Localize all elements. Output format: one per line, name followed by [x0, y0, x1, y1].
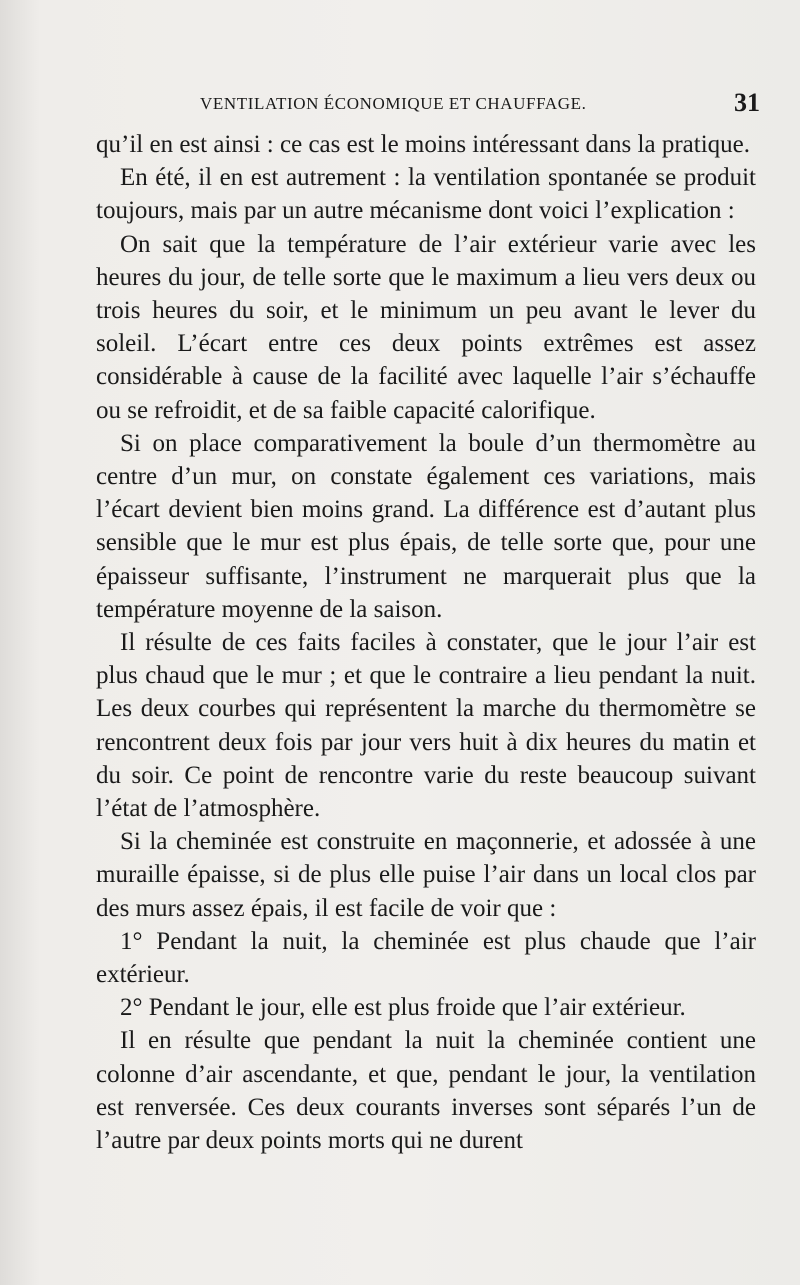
- page-header: [200, 88, 760, 118]
- paragraph: En été, il en est autrement : la ventilation spontanée se produit toujours, mais par un autre mécanisme dont voici l’explication :: [96, 164, 756, 225]
- paragraph: Il résulte de ces faits faciles à constater, que le jour l’air est plus chaud que le mur ; et que le contraire a lieu pendant la nuit. Les deux courbes qui représentent la marche du thermomètre se rencontrent deux fois par jour vers huit à dix heures du matin et du soir. Ce point de rencontre varie du reste beaucoup suivant l’état de l’atmosphère.: [96, 629, 756, 823]
- body-text: [96, 128, 756, 1157]
- paragraph: Si on place comparativement la boule d’un thermomètre au centre d’un mur, on constate également ces variations, mais l’écart devient bien moins grand. La différence est d’autant plus sensible que le mur est plus épais, de telle sorte que, pour une épaisseur suffisante, l’instrument ne marquerait plus que la température moyenne de la saison.: [96, 429, 756, 623]
- page-number: 31: [734, 88, 760, 117]
- running-title: VENTILATION ÉCONOMIQUE ET CHAUFFAGE.: [200, 94, 587, 113]
- paragraph: 1° Pendant la nuit, la cheminée est plus chaude que l’air extérieur.: [96, 927, 756, 989]
- paragraph: Si la cheminée est construite en maçonnerie, et adossée à une muraille épaisse, si de plus elle puise l’air dans un local clos par des murs assez épais, il est facile de voir que :: [96, 828, 756, 922]
- paragraph: Il en résulte que pendant la nuit la cheminée contient une colonne d’air ascendante, et que, pendant le jour, la ventilation est renversée. Ces deux courants inverses sont séparés l’un de l’autre par deux points morts qui ne durent: [96, 1027, 756, 1155]
- paragraph: On sait que la température de l’air extérieur varie avec les heures du jour, de telle sorte que le maximum a lieu vers deux ou trois heures du soir, et le minimum un peu avant le lever du soleil. L’écart entre ces deux points extrêmes est assez considérable à cause de la facilité avec laquelle l’air s’échauffe ou se refroidit, et de sa faible capacité calorifique.: [96, 230, 756, 424]
- paragraph: 2° Pendant le jour, elle est plus froide que l’air extérieur.: [120, 994, 686, 1022]
- paragraph-continuation: qu’il en est ainsi : ce cas est le moins intéressant dans la pratique.: [96, 131, 750, 158]
